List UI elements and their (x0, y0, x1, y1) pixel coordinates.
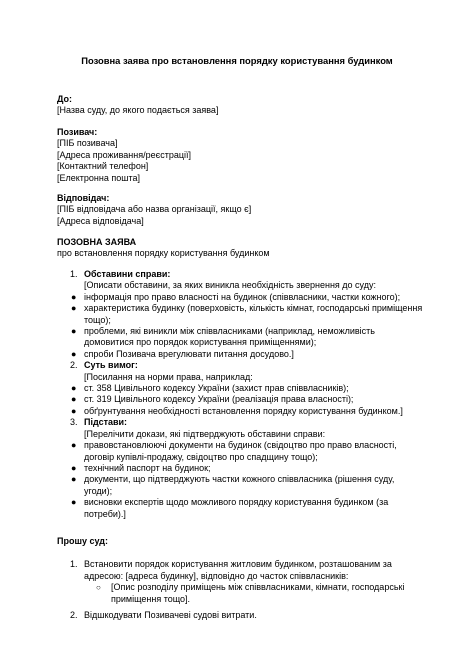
defendant-name: [ПІБ відповідача або назва організації, якщо є] (57, 204, 252, 215)
defendant-address: [Адреса відповідача] (57, 215, 144, 226)
plaintiff-address: [Адреса проживання/реєстрації] (57, 149, 191, 160)
defendant-label: Відповідач: (57, 193, 110, 203)
plaintiff-label: Позивач: (57, 127, 98, 137)
list-item: ● спроби Позивача врегулювати питання досудово.] (71, 348, 294, 359)
section-number: 3. (70, 417, 78, 428)
section-intro: [Перелічити докази, які підтверджують обставини справи: (84, 428, 326, 439)
section-intro: [Посилання на норми права, наприклад: (84, 371, 253, 382)
defendant-block (57, 193, 427, 227)
list-item: ● ст. 319 Цивільного кодексу України (реалізація права власності); (71, 394, 354, 405)
section-facts (57, 269, 437, 360)
to-label: До: (57, 94, 73, 104)
request-number: 2. (70, 610, 78, 621)
plaintiff-name: [ПІБ позивача] (57, 138, 118, 149)
claim-heading: ПОЗОВНА ЗАЯВА (57, 237, 137, 247)
request-item: 2. Відшкодувати Позивачеві судові витрати. (70, 610, 257, 621)
list-item: ● висновки експертів щодо можливого порядку користування будинком (за потреби).] (71, 497, 389, 519)
section-title: Обставини справи: (84, 269, 171, 279)
request-block (57, 536, 437, 621)
section-number: 1. (70, 269, 78, 279)
list-item: ● ст. 358 Цивільного кодексу України (захист прав співвласників); (71, 383, 349, 394)
sections-list (57, 269, 437, 520)
to-block (57, 94, 427, 117)
section-title: Підстави: (84, 417, 128, 428)
claim-heading-block (57, 237, 427, 260)
claim-subheading: про встановлення порядку користування будинком (57, 248, 270, 259)
list-item: ● документи, що підтверджують частки кожного співвласника (рішення суду, угоди); (71, 474, 395, 496)
list-item: ● технічний паспорт на будинок; (71, 462, 211, 473)
request-item: 1. Встановити порядок користування житловим будинком, розташованим за адресою: [адреса будинку], відповідно до часток співвласників: ○ [Опис розподілу приміщень між співвласниками, кімнати, господарські приміщення тощо]. (57, 559, 437, 605)
list-item: ● проблеми, які виникли між співвласниками (наприклад, неможливість домовитися про порядок користування приміщеннями); (71, 326, 375, 348)
list-item: ● правовстановлюючі документи на будинок (свідоцтво про право власності, договір купівлі-продажу, свідоцтво про спадщину тощо); (71, 440, 397, 462)
court-name: [Назва суду, до якого подається заява] (57, 105, 219, 116)
list-item: ● обґрунтування необхідності встановлення порядку користування будинком.] (71, 405, 403, 416)
list-item: ● інформація про право власності на будинок (співвласники, частки кожного); (71, 291, 401, 302)
section-number: 2. (70, 360, 78, 371)
section-title: Суть вимог: (84, 360, 138, 371)
list-item: ● характеристика будинку (поверховість, кількість кімнат, господарські приміщення тощо); (71, 303, 423, 325)
section-grounds (57, 417, 437, 520)
plaintiff-phone: [Контактний телефон] (57, 161, 149, 172)
request-number: 1. (70, 559, 78, 570)
plaintiff-block (57, 127, 427, 184)
request-label: Прошу суд: (57, 536, 108, 546)
section-claims (57, 360, 437, 417)
plaintiff-email: [Електронна пошта] (57, 172, 141, 183)
document-title: Позовна заява про встановлення порядку користування будинком (81, 55, 393, 66)
section-intro: [Описати обставини, за яких виникла необхідність звернення до суду: (84, 280, 377, 291)
sub-list-item: ○ [Опис розподілу приміщень між співвласниками, кімнати, господарські приміщення тощо]. (96, 582, 405, 604)
